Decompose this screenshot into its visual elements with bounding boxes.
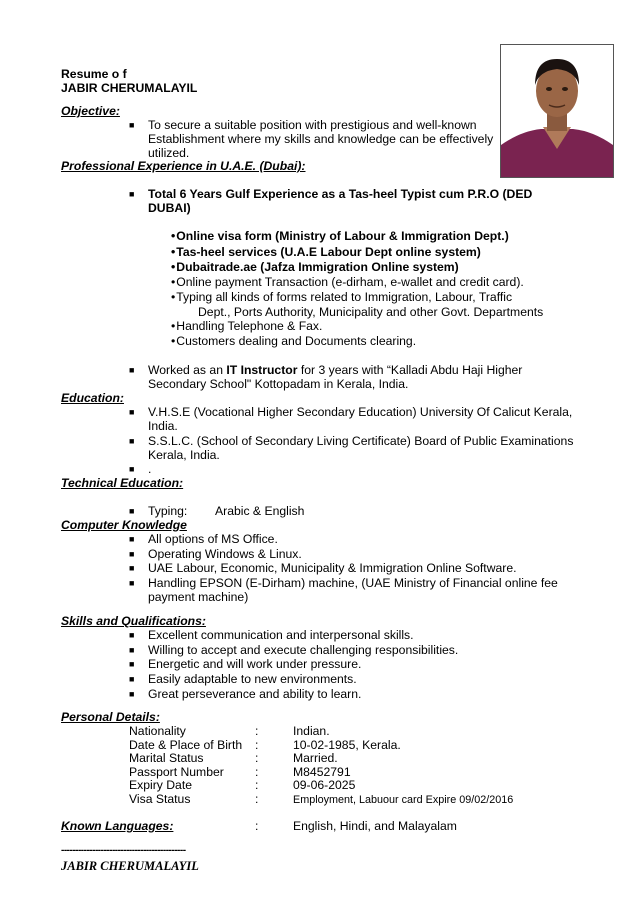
personal-colon: : xyxy=(255,738,259,752)
bullet-icon: ■ xyxy=(129,674,135,684)
header-name: JABIR CHERUMALAYIL xyxy=(61,81,198,95)
duty-item: • Online visa form (Ministry of Labour & Immigration Dept.) xyxy=(171,229,509,244)
person-portrait-icon xyxy=(501,45,613,177)
bullet-icon: ■ xyxy=(129,464,135,474)
duty-item: • Typing all kinds of forms related to Immigration, Labour, Traffic xyxy=(171,290,512,305)
personal-heading: Personal Details: xyxy=(61,710,160,724)
objective-line: utilized. xyxy=(148,146,190,160)
bullet-icon: ■ xyxy=(129,120,135,130)
duty-item: • Customers dealing and Documents clearing. xyxy=(171,334,416,349)
education-line: Kerala, India. xyxy=(148,448,220,462)
personal-colon: : xyxy=(255,792,259,806)
profile-photo xyxy=(500,44,614,178)
it-instructor-line-2: Secondary School" Kottopadam in Kerala, India. xyxy=(148,377,409,391)
computer-line: UAE Labour, Economic, Municipality & Immigration Online Software. xyxy=(148,561,517,575)
typing-value: Arabic & English xyxy=(215,504,305,518)
computer-heading: Computer Knowledge xyxy=(61,518,187,532)
bullet-icon: ■ xyxy=(129,549,135,559)
computer-line: payment machine) xyxy=(148,590,249,604)
skill-line: Willing to accept and execute challenging responsibilities. xyxy=(148,643,459,657)
bullet-icon: ■ xyxy=(129,563,135,573)
duty-item: • Dubaitrade.ae (Jafza Immigration Online system) xyxy=(171,260,459,275)
personal-colon: : xyxy=(255,778,259,792)
duty-item-continued: Dept., Ports Authority, Municipality and other Govt. Departments xyxy=(198,305,544,319)
typing-label: Typing: xyxy=(148,504,188,518)
bullet-icon: ■ xyxy=(129,506,135,516)
personal-colon: : xyxy=(255,724,259,738)
personal-label: Passport Number xyxy=(129,765,224,779)
it-prefix: Worked as an xyxy=(148,363,227,377)
personal-value: M8452791 xyxy=(293,765,351,779)
bullet-icon: ■ xyxy=(129,659,135,669)
bullet-icon: ■ xyxy=(129,436,135,446)
skill-line: Great perseverance and ability to learn. xyxy=(148,687,362,701)
bullet-icon: ■ xyxy=(129,689,135,699)
skill-line: Energetic and will work under pressure. xyxy=(148,657,362,671)
bullet-icon: ■ xyxy=(129,534,135,544)
bullet-icon: ■ xyxy=(129,407,135,417)
experience-title: Total 6 Years Gulf Experience as a Tas-heel Typist cum P.R.O (DED xyxy=(148,187,533,201)
objective-line: Establishment where my skills and knowledge can be effectively xyxy=(148,132,494,146)
personal-value: 10-02-1985, Kerala. xyxy=(293,738,401,752)
personal-label: Marital Status xyxy=(129,751,204,765)
personal-value: Indian. xyxy=(293,724,330,738)
it-instructor-line xyxy=(148,363,522,378)
education-line: S.S.L.C. (School of Secondary Living Certificate) Board of Public Examinations xyxy=(148,434,574,448)
education-line: India. xyxy=(148,419,178,433)
it-role: IT Instructor xyxy=(226,363,298,377)
signature-name: JABIR CHERUMALAYIL xyxy=(61,859,199,873)
technical-heading: Technical Education: xyxy=(61,476,184,490)
personal-value: Employment, Labuour card Expire 09/02/2016 xyxy=(293,794,514,806)
duty-item: • Online payment Transaction (e-dirham, e-wallet and credit card). xyxy=(171,275,524,290)
resume-of-label: Resume o f xyxy=(61,67,127,81)
education-line: . xyxy=(148,462,152,476)
computer-line: All options of MS Office. xyxy=(148,532,278,546)
bullet-icon: ■ xyxy=(129,189,135,199)
bullet-icon: ■ xyxy=(129,645,135,655)
education-heading: Education: xyxy=(61,391,124,405)
skill-line: Easily adaptable to new environments. xyxy=(148,672,357,686)
personal-value: Married. xyxy=(293,751,338,765)
languages-heading: Known Languages: xyxy=(61,819,174,833)
duty-item: • Tas-heel services (U.A.E Labour Dept online system) xyxy=(171,245,481,260)
personal-value: 09-06-2025 xyxy=(293,778,356,792)
personal-colon: : xyxy=(255,765,259,779)
bullet-icon: ■ xyxy=(129,365,135,375)
bullet-icon: ■ xyxy=(129,630,135,640)
computer-line: Operating Windows & Linux. xyxy=(148,547,302,561)
education-line: V.H.S.E (Vocational Higher Secondary Education) University Of Calicut Kerala, xyxy=(148,405,573,419)
objective-heading: Objective: xyxy=(61,104,120,118)
objective-line: To secure a suitable position with prestigious and well-known xyxy=(148,118,477,132)
personal-label: Nationality xyxy=(129,724,186,738)
personal-label: Visa Status xyxy=(129,792,191,806)
personal-label: Expiry Date xyxy=(129,778,192,792)
personal-colon: : xyxy=(255,751,259,765)
experience-heading: Professional Experience in U.A.E. (Dubai): xyxy=(61,159,306,173)
signature-line: -------------------------------------------- xyxy=(61,845,186,856)
it-suffix: for 3 years with “Kalladi Abdu Haji Higher xyxy=(297,363,523,377)
personal-label: Date & Place of Birth xyxy=(129,738,243,752)
skills-heading: Skills and Qualifications: xyxy=(61,614,206,628)
languages-colon: : xyxy=(255,819,259,833)
bullet-icon: ■ xyxy=(129,578,135,588)
duty-item: • Handling Telephone & Fax. xyxy=(171,319,322,334)
experience-title: DUBAI) xyxy=(148,201,191,215)
languages-value: English, Hindi, and Malayalam xyxy=(293,819,457,833)
skill-line: Excellent communication and interpersonal skills. xyxy=(148,628,414,642)
computer-line: Handling EPSON (E-Dirham) machine, (UAE Ministry of Financial online fee xyxy=(148,576,558,590)
